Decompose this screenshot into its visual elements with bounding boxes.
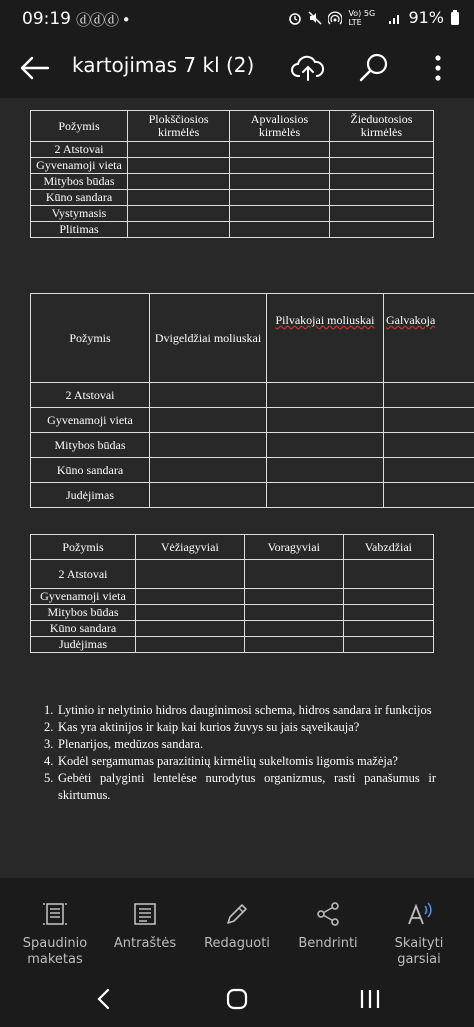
- table-cell[interactable]: [128, 158, 230, 174]
- edit-label: Redaguoti: [204, 936, 270, 951]
- alarm-icon: [288, 11, 302, 25]
- table-cell[interactable]: [230, 190, 330, 206]
- table-cell[interactable]: [136, 605, 245, 621]
- table-cell[interactable]: [150, 433, 267, 458]
- table-cell[interactable]: [343, 621, 433, 637]
- table-cell[interactable]: [329, 190, 433, 206]
- table-cell[interactable]: [230, 174, 330, 190]
- table-cell[interactable]: [244, 637, 343, 653]
- table-cell[interactable]: [136, 637, 245, 653]
- bottom-toolbar: [0, 878, 474, 970]
- headings-button[interactable]: [100, 896, 190, 952]
- table-cell[interactable]: [150, 383, 267, 408]
- row-label: 2 Atstovai: [31, 560, 136, 589]
- table-cell[interactable]: [384, 433, 474, 458]
- row-label: Gyvenamoji vieta: [31, 589, 136, 605]
- table-cell[interactable]: [150, 408, 267, 433]
- row-label: Kūno sandara: [31, 190, 128, 206]
- print-layout-icon: [41, 900, 69, 928]
- table-header: Plokščiosios kirmėlės: [128, 111, 230, 142]
- table-cell[interactable]: [384, 483, 474, 508]
- battery-level: 91%: [408, 8, 444, 27]
- question-item: 4. Kodėl sergamumas parazitinių kirmėlių sukeltomis ligomis mažėja?: [44, 754, 398, 768]
- row-label: Kūno sandara: [31, 621, 136, 637]
- table-cell[interactable]: [136, 560, 245, 589]
- table-cell[interactable]: [230, 206, 330, 222]
- table-cell[interactable]: [384, 408, 474, 433]
- table-header: Voragyviai: [244, 535, 343, 560]
- print-layout-button[interactable]: [10, 896, 100, 968]
- table-header: Vėžiagyviai: [136, 535, 245, 560]
- share-button[interactable]: [283, 896, 373, 952]
- row-label: Mitybos būdas: [31, 174, 128, 190]
- table-cell[interactable]: [267, 408, 384, 433]
- mollusks-table: [30, 293, 474, 508]
- table-cell[interactable]: [343, 605, 433, 621]
- table-cell[interactable]: [230, 142, 330, 158]
- worms-table: [30, 110, 434, 238]
- nav-home-icon[interactable]: [217, 984, 257, 1014]
- status-bar: [0, 0, 474, 36]
- row-label: Judėjimas: [31, 637, 136, 653]
- document-page: [0, 98, 474, 878]
- cloud-upload-icon[interactable]: [290, 50, 326, 86]
- table-header: Žieduotosios kirmėlės: [329, 111, 433, 142]
- table-cell[interactable]: [329, 206, 433, 222]
- table-header: Požymis: [31, 535, 136, 560]
- table-cell[interactable]: [128, 206, 230, 222]
- table-cell[interactable]: [384, 383, 474, 408]
- row-label: 2 Atstovai: [31, 142, 128, 158]
- table-header: Požymis: [31, 294, 150, 383]
- arthropods-table: [30, 534, 434, 653]
- signal-icon: [388, 11, 402, 25]
- row-label: 2 Atstovai: [31, 383, 150, 408]
- table-cell[interactable]: [136, 621, 245, 637]
- network-label: Vo) 5G LTE: [348, 8, 376, 27]
- share-icon: [314, 900, 342, 928]
- mute-icon: [308, 11, 322, 25]
- table-cell[interactable]: [267, 433, 384, 458]
- table-cell[interactable]: [128, 222, 230, 238]
- table-header: Požymis: [31, 111, 128, 142]
- print-layout-label: Spaudinio maketas: [22, 936, 88, 967]
- table-cell[interactable]: [244, 589, 343, 605]
- row-label: Plitimas: [31, 222, 128, 238]
- table-cell[interactable]: [128, 190, 230, 206]
- app-bar: [0, 38, 474, 96]
- table-cell[interactable]: [230, 222, 330, 238]
- table-cell[interactable]: [267, 483, 384, 508]
- table-cell[interactable]: [329, 158, 433, 174]
- search-icon[interactable]: [356, 50, 392, 86]
- status-right: [288, 8, 460, 27]
- back-arrow-icon[interactable]: [14, 48, 54, 88]
- edit-button[interactable]: [192, 896, 282, 952]
- read-aloud-icon: [405, 900, 433, 928]
- nav-back-icon[interactable]: [84, 984, 124, 1014]
- question-item: 2. Kas yra aktinijos ir kaip kai kurios žuvys su jais sąveikauja?: [44, 720, 360, 734]
- table-cell[interactable]: [244, 560, 343, 589]
- table-cell[interactable]: [343, 560, 433, 589]
- row-label: Gyvenamoji vieta: [31, 158, 128, 174]
- table-cell[interactable]: [128, 142, 230, 158]
- battery-icon: [450, 10, 460, 26]
- table-cell[interactable]: [244, 621, 343, 637]
- nav-recents-icon[interactable]: [350, 984, 390, 1014]
- table-cell[interactable]: [128, 174, 230, 190]
- row-label: Kūno sandara: [31, 458, 150, 483]
- row-label: Vystymasis: [31, 206, 128, 222]
- table-cell[interactable]: [329, 142, 433, 158]
- table-cell[interactable]: [343, 589, 433, 605]
- question-item: 5. Gebėti palyginti lentelėse nurodytus organizmus, rasti panašumus ir skirtumus.: [44, 771, 436, 802]
- notification-icons: ⓓⓓⓓ •: [76, 11, 130, 29]
- row-label: Judėjimas: [31, 483, 150, 508]
- document-title: kartojimas 7 kl (2): [72, 53, 255, 77]
- table-cell[interactable]: [136, 589, 245, 605]
- table-header: Vabzdžiai: [343, 535, 433, 560]
- question-list: [44, 702, 436, 804]
- row-label: Mitybos būdas: [31, 605, 136, 621]
- question-item: 3. Plenarijos, medūzos sandara.: [44, 737, 204, 751]
- headings-label: Antraštės: [113, 936, 177, 951]
- table-cell[interactable]: [343, 637, 433, 653]
- more-options-icon[interactable]: [420, 50, 456, 86]
- share-label: Bendrinti: [298, 936, 358, 951]
- table-header: Apvaliosios kirmėlės: [230, 111, 330, 142]
- table-cell[interactable]: [384, 458, 474, 483]
- table-cell[interactable]: [329, 174, 433, 190]
- question-item: 1. Lytinio ir nelytinio hidros dauginimosi schema, hidros sandara ir funkcijos: [44, 703, 432, 717]
- table-cell[interactable]: [267, 383, 384, 408]
- pencil-icon: [223, 900, 251, 928]
- table-header: Galvakoja: [384, 294, 474, 383]
- table-cell[interactable]: [244, 605, 343, 621]
- table-header: Dvigeldžiai moliuskai: [150, 294, 267, 383]
- row-label: Mitybos būdas: [31, 433, 150, 458]
- table-cell[interactable]: [329, 222, 433, 238]
- hotspot-icon: [328, 11, 342, 25]
- table-cell[interactable]: [267, 458, 384, 483]
- system-navigation-bar: [0, 970, 474, 1027]
- row-label: Gyvenamoji vieta: [31, 408, 150, 433]
- status-time: 09:19: [22, 9, 71, 29]
- headings-icon: [131, 900, 159, 928]
- read-aloud-button[interactable]: [374, 896, 464, 968]
- table-cell[interactable]: [150, 483, 267, 508]
- table-cell[interactable]: [230, 158, 330, 174]
- table-cell[interactable]: [150, 458, 267, 483]
- table-header: Pilvakojai moliuskai: [267, 294, 384, 383]
- read-aloud-label: Skaityti garsiai: [394, 936, 444, 967]
